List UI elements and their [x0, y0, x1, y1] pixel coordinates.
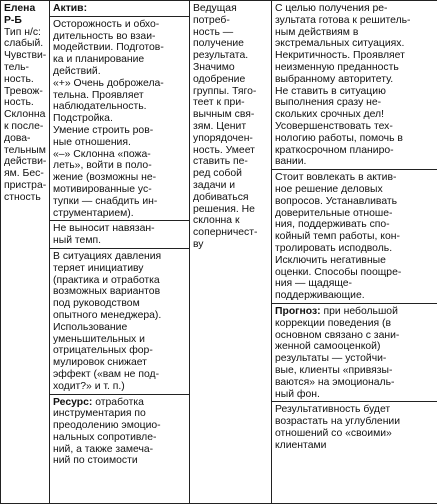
recommendation-block-2: Стоит вовлекать в актив- ное решение деловых вопросов. Устанавливать доверительные отноше- ния, поддерживать спо- койный темп работы, кон- тролировать исподволь. Исключить негативные оценки. Способы поощре- ния — щадяще- поддерживающие.: [275, 172, 437, 302]
prognosis-paragraph: [275, 306, 437, 400]
divider: [50, 16, 189, 17]
resource-text: отработка инструментария по преодолению эмоцио- нальных сопротивле- ний, а также замеча- ний по стоимости: [53, 397, 161, 467]
person-name: Елена Р-Б: [4, 3, 46, 27]
recommendations-cell: [272, 1, 437, 504]
resource-label: Ресурс:: [53, 397, 92, 408]
needs-cell: [190, 1, 272, 504]
active-cell: [50, 1, 190, 504]
needs-text: Ведущая потреб- ность — получение результата. Значимо одобрение группы. Тяго- теет к при- вычным свя- зям. Ценит упорядочен- ность. Умеет ставить пе- ред собой задачи и добиваться решения. Не склонна к соперничест- ву: [193, 3, 268, 251]
divider: [272, 401, 437, 402]
name-cell: [1, 1, 50, 504]
prognosis-label: Прогноз:: [275, 306, 321, 317]
divider: [50, 248, 189, 249]
active-block-2: Не выносит навязан- ный темп.: [53, 223, 186, 247]
divider: [50, 394, 189, 395]
active-heading: Актив:: [53, 3, 186, 15]
nervous-system-type-text: Тип н/с: слабый. Чувстви- тель- ность. Тревож- ность. Склонна к после- дова- тельным действи- ям. Бес- пристра- стность: [4, 27, 46, 204]
active-block-3: В ситуациях давления теряет инициативу (практика и отработка возможных вариантов под руководством опытного менеджера). Использование уменьшительных и отрицательных фор- мулировок снижает эффект («вам не под- ходит?» и т. п.): [53, 251, 186, 393]
prognosis-text: при небольшой коррекции поведения (в основном связано с зани- женной самооценкой) результаты — устойчи- вые, клиенты «привязы- ваются» на эмоциональ- ный фон.: [275, 306, 399, 400]
table-row: [1, 1, 437, 504]
active-block-1: Осторожность и обхо- дительность во взаи- модействии. Подготов- ка и планирование действий. «+» Очень доброжела- тельна. Проявляет наблюдательность. Подстройка. Умение строить ров- ные отношения. «–» Склонна «пожа- леть», войти в поло- жение (возможны не- мотивированные ус- тупки — снабдить ин- струментарием).: [53, 19, 186, 220]
divider: [272, 303, 437, 304]
recommendation-block-4: Результативность будет возрастать на углублении отношений со «своими» клиентами: [275, 404, 437, 451]
divider: [272, 169, 437, 170]
divider: [50, 220, 189, 221]
resource-paragraph: [53, 397, 186, 468]
recommendation-block-1: С целью получения ре- зультата готова к решитель- ным действиям в экстремальных ситуациях. Некритичность. Проявляет неизменную преданность выбранному авторитету. Не ставить в ситуацию выполнения сразу не- скольких срочных дел! Усовершенствовать тех- нологию работы, помочь в краткосрочном планиро- вании.: [275, 3, 437, 168]
